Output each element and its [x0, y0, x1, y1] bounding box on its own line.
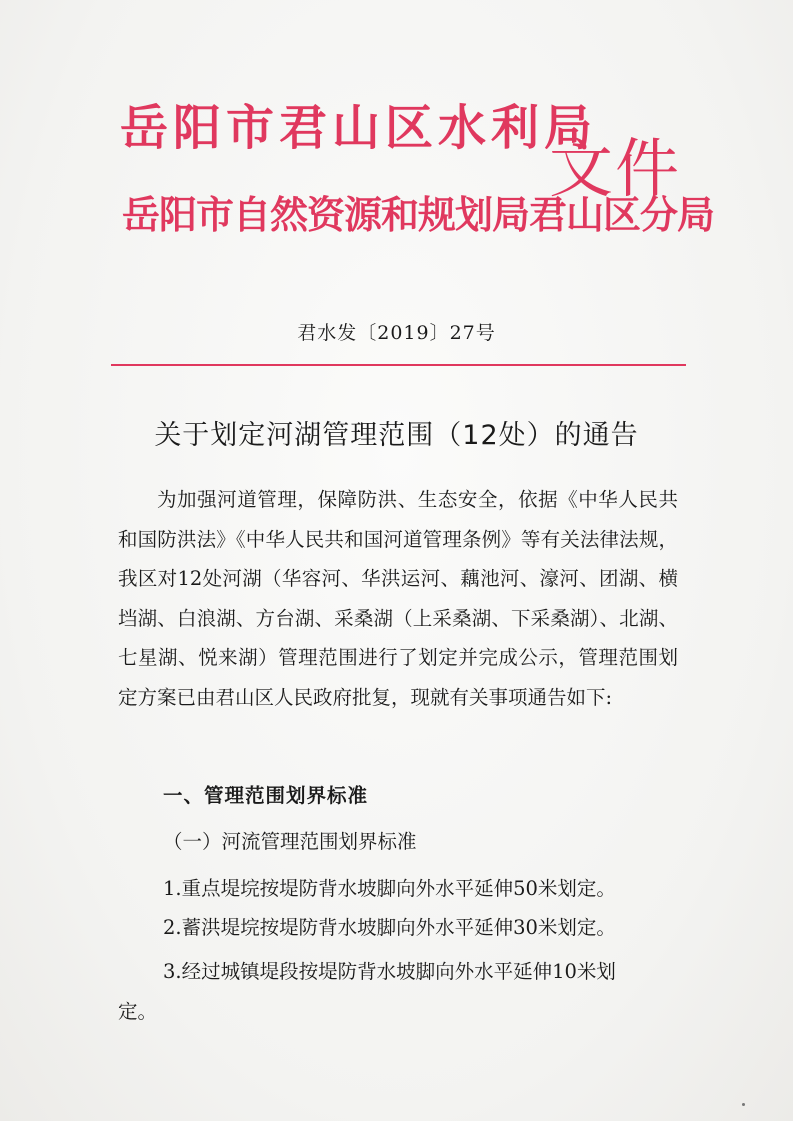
- issuing-org-water-bureau: 岳阳市君山区水利局: [120, 100, 598, 156]
- standard-item-3: 3.经过城镇堤段按堤防背水坡脚向外水平延伸10米划: [163, 960, 616, 983]
- scan-speck: [742, 1103, 745, 1106]
- subsection-heading: （一）河流管理范围划界标准: [163, 830, 417, 853]
- section-heading: 一、管理范围划界标准: [163, 784, 369, 807]
- document-type-label: 文件: [549, 133, 681, 207]
- standard-item-1: 1.重点堤垸按堤防背水坡脚向外水平延伸50米划定。: [163, 877, 616, 900]
- header-divider: [111, 364, 686, 366]
- standard-item-3-continuation: 定。: [118, 1000, 158, 1023]
- standard-item-2: 2.蓄洪堤垸按堤防背水坡脚向外水平延伸30米划定。: [163, 916, 616, 939]
- notice-title: 关于划定河湖管理范围（12处）的通告: [154, 420, 639, 451]
- issuing-org-natural-resources-bureau: 岳阳市自然资源和规划局君山区分局: [122, 193, 715, 237]
- document-number: 君水发〔2019〕27号: [297, 322, 496, 344]
- intro-paragraph: 为加强河道管理，保障防洪、生态安全，依据《中华人民共和国防洪法》《中华人民共和国河道管理条例》等有关法律法规，我区对12处河湖（华容河、华洪运河、藕池河、濠河、团湖、横垱湖、白浪湖、方台湖、采桑湖（上采桑湖、下采桑湖）、北湖、七星湖、悦来湖）管理范围进行了划定并完成公示，管理范围划定方案已由君山区人民政府批复，现就有关事项通告如下:: [118, 488, 678, 709]
